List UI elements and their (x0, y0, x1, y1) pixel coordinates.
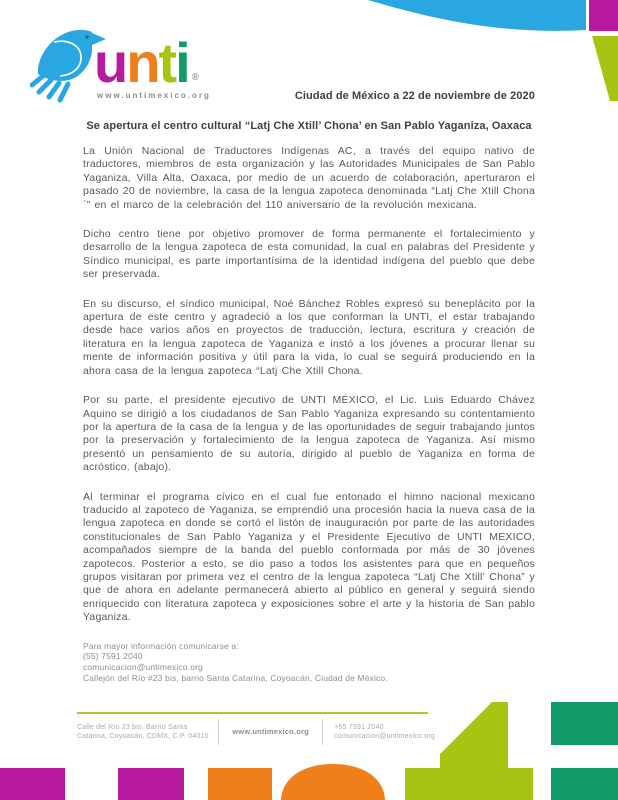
brand-letter-i: i (175, 31, 189, 94)
brand-wordmark (94, 31, 200, 94)
contact-phone: (55) 7591 2040 (83, 651, 143, 662)
footer-email: comunicacion@untimexico.org (334, 733, 435, 740)
dateline: Ciudad de México a 22 de noviembre de 2020 (294, 90, 535, 102)
footer-address-line2: Catarina, Coyoacán, CDMX, C.P. 04010 (77, 733, 209, 740)
contact-email: comunicacion@untimexico.org (83, 662, 203, 673)
brand-letter-u: u (94, 31, 127, 94)
contact-intro: Para mayor información comunicarse a: (83, 640, 239, 651)
logo-website: www.untimexico.org (97, 91, 211, 100)
brand-letter-n: n (126, 31, 159, 94)
giant-i-body (551, 768, 618, 800)
dove-eye (85, 35, 88, 38)
contact-address: Callejón del Río #23 bis, barrio Santa Catarina, Coyoacán, Ciudad de México. (83, 672, 388, 683)
paragraph-5: Al terminar el programa cívico en el cual fue entonado el himno nacional mexicano traducido al zapoteco de Yaganiza, se emprendió una procesión hacia la nueva casa de la lengua zapoteca en donde se cortó el listón de inauguración por parte de las autoridades constitucionales de San Pablo Yaganiza y el Presidente Ejecutivo de UNTI MEXICO, acompañados siempre de la banda del pueblo conformada por más de 30 jóvenes zapotecos. Posterior a esto, se dio paso a todos los asistentes para que en pequeños grupos visitaran por primera vez el centro de la lengua zapoteca “Latj Che Xtill’ Chona” y que de ahora en adelante permanecerá abierto al público en general y seguirá siendo enriquecido con literatura zapoteca y exposiciones sobre el arte y la historia de San pablo Yaganiza. (83, 490, 535, 624)
document-body (83, 90, 535, 684)
giant-u-left-bar (0, 768, 65, 800)
magenta-corner-shape (589, 0, 618, 31)
registered-trademark: ® (191, 72, 200, 83)
footer-address-line1: Calle del Río 23 bis, Barrio Santa (77, 723, 188, 731)
paragraph-1: La Unión Nacional de Traductores Indígenas AC, a través del equipo nativo de traductores, miembros de esta organización y las Autoridades Municipales de San Pablo Yaganiza, Villa Alta, Oaxaca, por medio de un acuerdo de colaboración, aperturaron el pasado 20 de noviembre, la casa de la lengua zapoteca denominada “Latj Che Xtill Chona´” en el marco de la celebración del 110 aniversario de la revolución mexicana. (83, 145, 535, 211)
footer-website: www.untimexico.org (232, 727, 309, 737)
paragraph-4: Por su parte, el presidente ejecutivo de UNTI MÉXICO, el Lic. Luis Eduardo Chávez Aquino se dirigió a los ciudadanos de San Pablo Yaganiza expresando su contentamiento por la apertura de la casa de la lengua y de las oportunidades de seguir trabajando juntos por la preservación y fortalecimiento de la lengua zapoteca de Yaganiza. Así mismo presentó un pensamiento de su autoría, dirigido al pueblo de Yaganiza en forma de acróstico. (abajo). (83, 394, 535, 474)
paragraph-3: En su discurso, el síndico municipal, Noé Bánchez Robles expresó su beneplácito por la apertura de este centro y agradeció a los que conforman la UNTI, el estar trabajando desde hace varios años en proyectos de traducción, lectura, escritura y creación de literatura en la lengua zapoteca de Yaganiza e instó a los jóvenes a procurar llenar su mente de información positiva y útil para la vida, lo cual se seguirá produciendo en la ahora casa de la lengua zapoteca “Latj Che Xtill Chona. (83, 297, 535, 377)
contact-block (83, 641, 535, 684)
giant-u-right-bar (118, 768, 184, 800)
lime-wedge-shape (592, 36, 618, 101)
headline: Se apertura el centro cultural “Latj Che Xtill’ Chona’ en San Pablo Yaganiza, Oaxaca (86, 120, 532, 132)
footer-phone: +55 7591 2040 (334, 723, 384, 731)
bottom-brand-decoration (0, 690, 618, 800)
blue-swoosh-shape (368, 0, 586, 31)
giant-n-arch (281, 764, 385, 800)
brand-letter-t: t (158, 31, 176, 94)
giant-n-stem (208, 768, 272, 800)
giant-t (405, 702, 533, 800)
giant-i-dot (551, 702, 618, 745)
dove-body (38, 30, 92, 81)
paragraph-2: Dicho centro tiene por objetivo promover de forma permanente el fortalecimiento y desarrollo de la lengua zapoteca de esta comunidad, la cual en palabras del Presidente y Síndico municipal, es parte importantísima de la identidad indígena del pueblo que debe ser preservada. (83, 228, 535, 281)
